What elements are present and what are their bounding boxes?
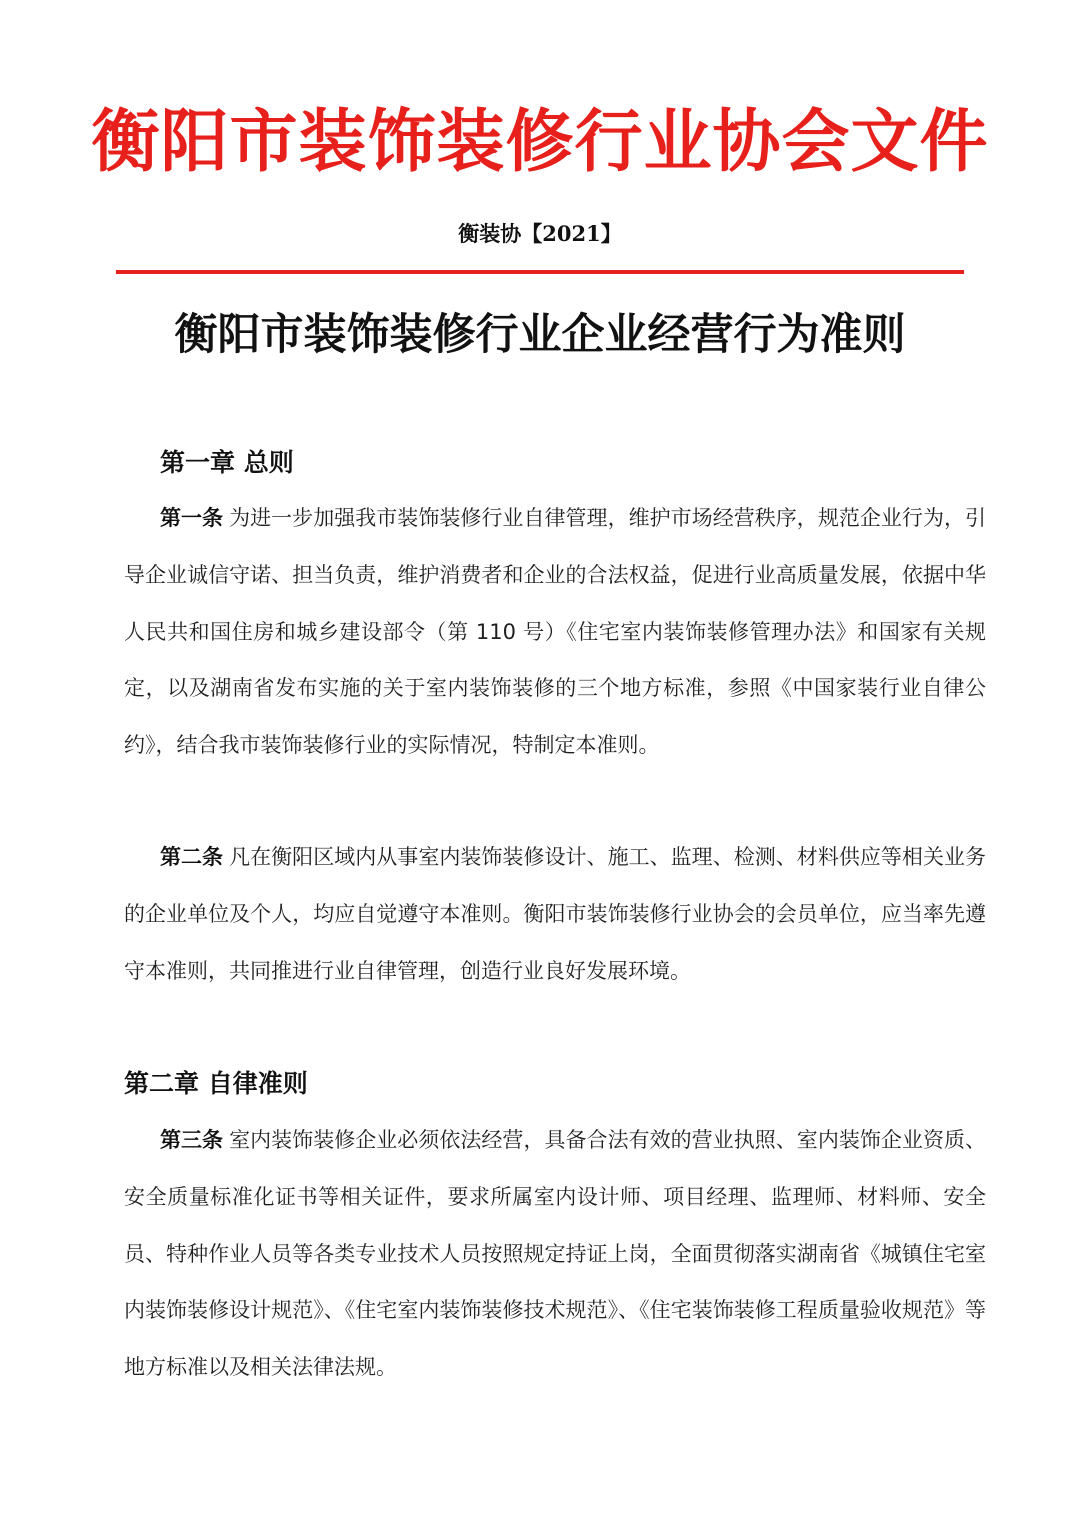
issuer-red-header: 衡阳市装饰装修行业协会文件 [91, 102, 989, 182]
article-2 [124, 829, 986, 999]
article-text: 为进一步加强我市装饰装修行业自律管理，维护市场经营秩序，规范企业行为，引导企业诚信守诺、担当负责，维护消费者和企业的合法权益，促进行业高质量发展，依据中华人民共和国住房和城乡建设部令（第 110 号）《住宅室内装饰装修管理办法》和国家有关规定，以及湖南省发布实施的关于室内装饰装修的三个地方标准，参照《中国家装行业自律公约》，结合我市装饰装修行业的实际情况，特制定本准则。 [124, 506, 987, 758]
red-divider-line [116, 270, 964, 274]
document-title: 衡阳市装饰装修行业企业经营行为准则 [174, 310, 906, 360]
article-label: 第一条 [160, 506, 224, 530]
article-text: 室内装饰装修企业必须依法经营，具备合法有效的营业执照、室内装饰企业资质、安全质量标准化证书等相关证件，要求所属室内设计师、项目经理、监理师、材料师、安全员、特种作业人员等各类专业技术人员按照规定持证上岗，全面贯彻落实湖南省《城镇住宅室内装饰装修设计规范》、《住宅室内装饰装修技术规范》、《住宅装饰装修工程质量验收规范》等地方标准以及相关法律法规。 [124, 1128, 987, 1380]
chapter-heading-2: 第二章 自律准则 [124, 1069, 308, 1098]
article-text: 凡在衡阳区域内从事室内装饰装修设计、施工、监理、检测、材料供应等相关业务的企业单位及个人，均应自觉遵守本准则。衡阳市装饰装修行业协会的会员单位，应当率先遵守本准则，共同推进行业自律管理，创造行业良好发展环境。 [124, 845, 987, 983]
article-label: 第三条 [160, 1128, 224, 1152]
document-number: 衡装协【2021】 [458, 221, 622, 246]
article-1 [124, 490, 986, 774]
chapter-heading-1: 第一章 总则 [160, 448, 294, 477]
article-3 [124, 1112, 986, 1396]
article-label: 第二条 [160, 845, 224, 869]
